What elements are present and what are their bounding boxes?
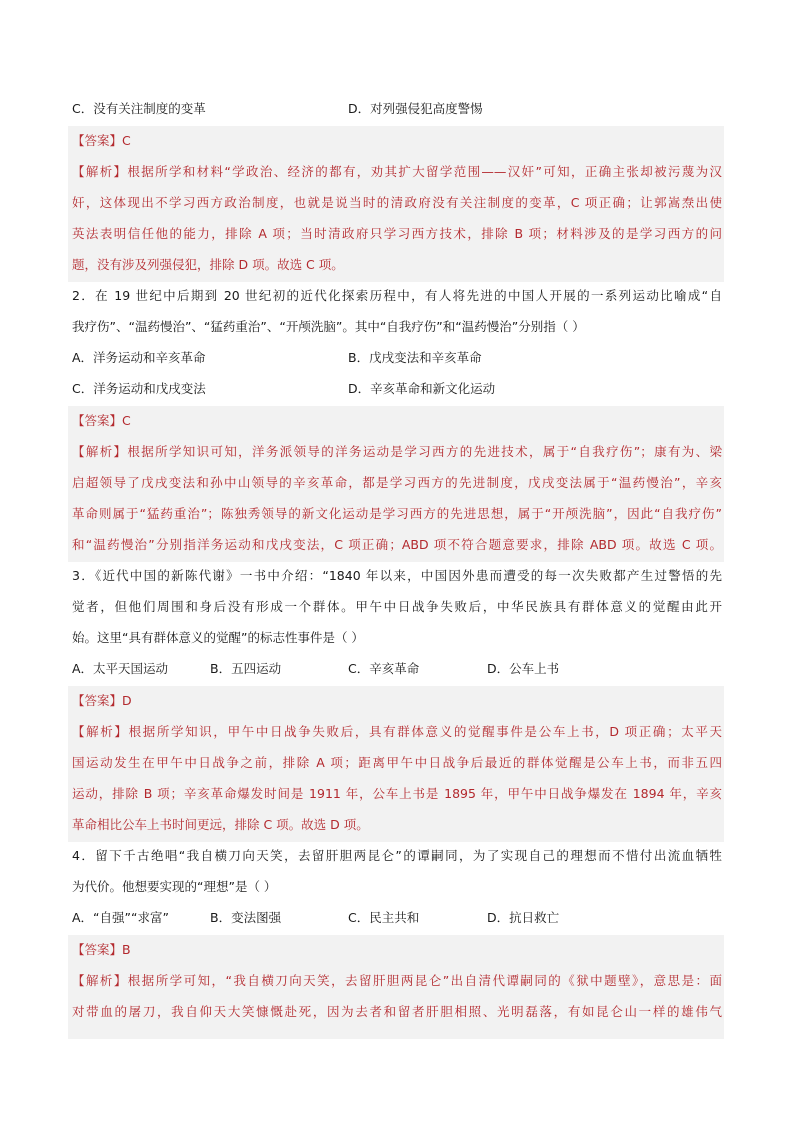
q1-analysis-line: 题，没有涉及列强侵犯，排除 D 项。故选 C 项。 <box>72 257 344 272</box>
q2-answer: 【答案】C <box>72 413 131 428</box>
q4-analysis-line: 对带血的屠刀，我自仰天大笑慷慨赴死，因为去者和留者肝胆相照、光明磊落，有如昆仑山一样的雄伟气 <box>72 1004 722 1019</box>
q1-analysis-line: 英法表明信任他的能力，排除 A 项；当时清政府只学习西方技术，排除 B 项；材料涉及的是学习西方的问 <box>72 226 722 241</box>
q4-analysis-line: 【解析】根据所学可知，“我自横刀向天笑，去留肝胆两昆仑”出自清代谭嗣同的《狱中题壁》，意思是：面 <box>72 973 722 988</box>
q3-option-d: D．公车上书 <box>487 661 560 676</box>
q3-analysis-line: 革命相比公车上书时间更远，排除 C 项。故选 D 项。 <box>72 817 369 832</box>
q3-stem-line: 始。这里“具有群体意义的觉醒”的标志性事件是（ ） <box>72 630 364 645</box>
q2-analysis-line: 【解析】根据所学知识可知，洋务派领导的洋务运动是学习西方的先进技术，属于“自我疗伤”；康有为、梁 <box>72 444 722 459</box>
q1-option-d: D．对列强侵犯高度警惕 <box>348 101 483 116</box>
q2-stem-line: 2．在 19 世纪中后期到 20 世纪初的近代化探索历程中，有人将先进的中国人开展的一系列运动比喻成“自 <box>72 288 722 303</box>
q3-option-c: C．辛亥革命 <box>348 661 420 676</box>
q3-stem-line: 3．《近代中国的新陈代谢》一书中介绍：“1840 年以来，中国因外患而遭受的每一次失败都产生过警悟的先 <box>72 568 722 583</box>
q3-analysis-line: 【解析】根据所学知识，甲午中日战争失败后，具有群体意义的觉醒事件是公车上书，D 项正确；太平天 <box>72 724 722 739</box>
q3-stem-line: 觉者，但他们周围和身后没有形成一个群体。甲午中日战争失败后，中华民族具有群体意义的觉醒由此开 <box>72 599 722 614</box>
q2-analysis-line: 启超领导了戊戌变法和孙中山领导的辛亥革命，都是学习西方的先进制度，戊戌变法属于“温药慢治”，辛亥 <box>72 475 722 490</box>
q2-option-c: C．洋务运动和戊戌变法 <box>72 381 206 396</box>
q3-analysis-line: 运动，排除 B 项；辛亥革命爆发时间是 1911 年，公车上书是 1895 年，甲午中日战争爆发在 1894 年，辛亥 <box>72 786 722 801</box>
q4-stem-line: 4．留下千古绝唱“我自横刀向天笑，去留肝胆两昆仑”的谭嗣同，为了实现自己的理想而不惜付出流血牺牲 <box>72 848 722 863</box>
q1-analysis-line: 【解析】根据所学和材料“学政治、经济的都有，劝其扩大留学范围——汉奸”可知，正确主张却被污蔑为汉 <box>72 164 722 179</box>
q2-analysis-line: 和“温药慢治”分别指洋务运动和戊戌变法，C 项正确；ABD 项不符合题意要求，排除 ABD 项。故选 C 项。 <box>72 537 722 552</box>
q4-option-d: D．抗日救亡 <box>487 910 560 925</box>
q3-option-a: A．太平天国运动 <box>72 661 169 676</box>
q1-answer: 【答案】C <box>72 133 131 148</box>
q4-option-b: B．变法图强 <box>210 910 282 925</box>
q2-analysis-line: 革命则属于“猛药重治”；陈独秀领导的新文化运动是学习西方的先进思想，属于“开颅洗脑”，因此“自我疗伤” <box>72 506 722 521</box>
q2-option-a: A．洋务运动和辛亥革命 <box>72 350 206 365</box>
q2-stem-line: 我疗伤”、“温药慢治”、“猛药重治”、“开颅洗脑”。其中“自我疗伤”和“温药慢治”分别指（ ） <box>72 319 585 334</box>
q4-stem-line: 为代价。他想要实现的“理想”是（ ） <box>72 879 277 894</box>
q3-answer: 【答案】D <box>72 693 132 708</box>
q3-analysis-line: 国运动发生在甲午中日战争之前，排除 A 项；距离甲午中日战争后最近的群体觉醒是公车上书，而非五四 <box>72 755 722 770</box>
q1-option-c: C．没有关注制度的变革 <box>72 101 206 116</box>
q3-option-b: B．五四运动 <box>210 661 282 676</box>
q2-option-d: D．辛亥革命和新文化运动 <box>348 381 496 396</box>
q1-analysis-line: 奸，这体现出不学习西方政治制度，也就是说当时的清政府没有关注制度的变革，C 项正确；让郭嵩焘出使 <box>72 195 722 210</box>
q4-option-a: A．“自强”“求富” <box>72 910 169 925</box>
q4-answer: 【答案】B <box>72 942 131 957</box>
q2-option-b: B．戊戌变法和辛亥革命 <box>348 350 482 365</box>
q4-option-c: C．民主共和 <box>348 910 420 925</box>
